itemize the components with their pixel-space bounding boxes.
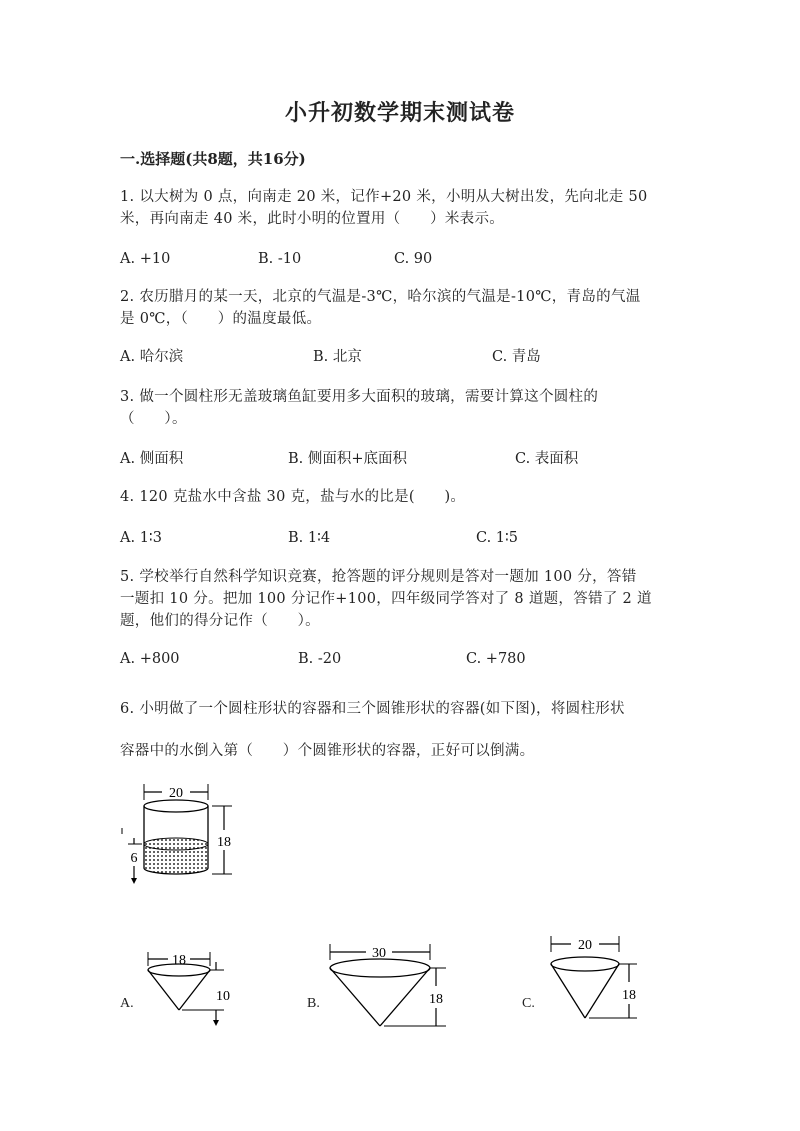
question-5 — [120, 566, 680, 632]
question-3 — [120, 386, 680, 430]
cone-b-height-label: 18 — [429, 992, 443, 1007]
question-line: 米，再向南走 40 米，此时小明的位置用（ ）米表示。 — [120, 211, 505, 227]
cylinder-figure — [120, 778, 240, 888]
question-line: 2. 农历腊月的某一天，北京的气温是-3℃，哈尔滨的气温是-10℃，青岛的气温 — [120, 289, 641, 305]
question-line: 4. 120 克盐水中含盐 30 克，盐与水的比是( )。 — [120, 489, 466, 505]
option-b[interactable]: B. -20 — [298, 651, 342, 667]
question-1 — [120, 186, 680, 230]
section-heading: 一.选择题(共8题，共16分) — [120, 150, 306, 168]
page-title: 小升初数学期末测试卷 — [284, 100, 515, 126]
question-line: 容器中的水倒入第（ ）个圆锥形状的容器，正好可以倒满。 — [120, 743, 535, 759]
question-line: 一题扣 10 分。把加 100 分记作+100，四年级同学答对了 8 道题，答错了 2 道 — [120, 591, 652, 607]
options-5 — [120, 648, 680, 670]
options-1 — [120, 248, 680, 270]
option-a[interactable]: A. 1∶3 — [120, 530, 162, 546]
cone-b-figure — [326, 938, 456, 1038]
cone-b-diameter-label: 30 — [372, 946, 386, 961]
options-2 — [120, 346, 680, 368]
cone-c-figure — [545, 932, 655, 1032]
option-b[interactable]: B. 侧面积+底面积 — [288, 451, 408, 467]
cylinder-diameter-label: 20 — [169, 786, 183, 801]
question-line: 5. 学校举行自然科学知识竞赛，抢答题的评分规则是答对一题加 100 分，答错 — [120, 569, 637, 585]
cone-a-figure — [140, 948, 240, 1028]
option-a[interactable]: A. 侧面积 — [120, 451, 184, 467]
cylinder-water-label: 6 — [130, 851, 138, 866]
options-4 — [120, 527, 680, 549]
cone-c-diameter-label: 20 — [578, 938, 592, 953]
question-6 — [120, 688, 680, 772]
question-line: 题，他们的得分记作（ ）。 — [120, 613, 320, 629]
option-c[interactable]: C. 表面积 — [515, 451, 579, 467]
option-a[interactable]: A. — [120, 996, 134, 1011]
cone-a-height-label: 10 — [216, 989, 230, 1004]
question-line: （ ）。 — [120, 411, 187, 427]
option-b[interactable]: B. -10 — [258, 251, 302, 267]
options-3 — [120, 448, 680, 470]
question-line: 1. 以大树为 0 点，向南走 20 米，记作+20 米，小明从大树出发，先向北走 50 — [120, 189, 648, 205]
question-line: 是 0℃，（ ）的温度最低。 — [120, 311, 322, 327]
option-c[interactable]: C. 青岛 — [492, 349, 541, 365]
question-2 — [120, 286, 680, 330]
question-line: 6. 小明做了一个圆柱形状的容器和三个圆锥形状的容器(如下图)，将圆柱形状 — [120, 701, 625, 717]
option-c[interactable]: C. — [522, 996, 535, 1011]
option-c[interactable]: C. 90 — [394, 251, 433, 267]
option-b[interactable]: B. — [307, 996, 320, 1011]
cone-a-diameter-label: 18 — [172, 953, 186, 968]
option-b[interactable]: B. 1∶4 — [288, 530, 331, 546]
question-line: 3. 做一个圆柱形无盖玻璃鱼缸要用多大面积的玻璃，需要计算这个圆柱的 — [120, 389, 599, 405]
question-4 — [120, 486, 680, 508]
option-b[interactable]: B. 北京 — [313, 349, 362, 365]
option-a[interactable]: A. +800 — [120, 651, 180, 667]
cone-c-height-label: 18 — [622, 988, 636, 1003]
option-c[interactable]: C. +780 — [466, 651, 526, 667]
option-c[interactable]: C. 1∶5 — [476, 530, 519, 546]
cylinder-height-label: 18 — [217, 835, 231, 850]
option-a[interactable]: A. 哈尔滨 — [120, 349, 184, 365]
option-a[interactable]: A. +10 — [120, 251, 171, 267]
